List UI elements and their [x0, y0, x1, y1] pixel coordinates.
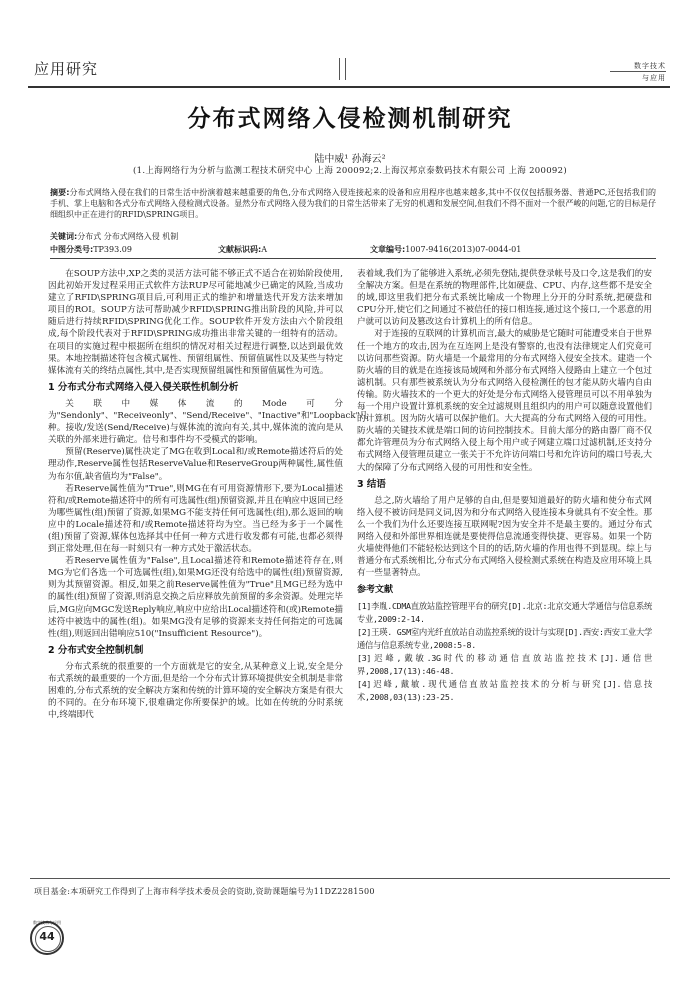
clc-label: 中图分类号: [50, 245, 94, 254]
header-rule [28, 86, 670, 88]
body-right-column [357, 268, 652, 704]
journal-logo [604, 58, 668, 84]
article-authors: 陆中威¹ 孙海云² [314, 154, 386, 165]
article-affiliation: (1.上海网络行为分析与监测工程技术研究中心 上海 200092;2.上海汉邦京泰数码技术有限公司 上海 200092) [133, 166, 567, 176]
references-heading: 参考文献 [357, 585, 394, 596]
section-1-paragraph: 若Reserve属性值为"False",且Local描述符和Remote描述符存在,则MG为它们各选一个可选属性(组),如果MG还没有给选中的属性(组)预留资源,则为其预留资源。相反,如果之前Reserve属性值为"True"且MG已经为选中的属性(组)预留了资源,则消息交换之后应释放先前预留的多余资源。处理完毕后,MG应向MGC发送Reply响应,响应中应给出Local描述符和(或)Remote描述符中被选中的属性(组)。如果MG没有足够的资源来支持任何指定的可选属性(组),则返回出错响应510("Insufficient Resource")。 [48, 556, 343, 639]
section-3-heading: 3 结语 [357, 478, 386, 490]
section-2-paragraph-continued: 表着域,我们为了能够进入系统,必须先登陆,提供登录帐号及口令,这是我们的安全解决方案。但是在系统的物理部件,比如硬盘、CPU、内存,这些都不是安全的域,即这里我们把分布式系统比喻成一个物理上分开的分时系统,把硬盘和CPU分开,使它们之间通过不被信任的接口相连接,通过这个接口,一个恶意的用户就可以访问及篡改这台计算机上的所有信息。 [357, 269, 652, 328]
article-id-label: 文章编号: [370, 245, 406, 254]
section-3-paragraph: 总之,防火墙给了用户足够的自由,但是要知道最好的防火墙和使分布式网络入侵不被访问是同义词,因为和分布式网络入侵连接本身就具有不安全性。那么一个我们为什么还要连接互联网呢?因为安全并不是最主要的。通过分布式网络入侵和外部世界相连就是要使得信息流通变得快捷、更容易。如果一个防火墙使得他们不能轻松达到这个目的的话,防火墙的作用也得不到显现。综上与普通分布式系统相比,分布式分布式网络入侵检测式系统在构造及应用环境上具有一些显著特点。 [357, 495, 652, 579]
intro-paragraph: 在SOUP方法中,XP之类的灵活方法可能不够正式不适合在初始阶段使用,因此初始开发过程采用正式软件方法RUP尽可能地减少已确定的风险,当成功建立了RFID\SPRING项目后,可利用正式的维护和增量迭代开发方法来增加项目的ROI。SOUP方法可帮助减少RFID\SPRING推出阶段的风险,并可以随后进行持续RFID\SPRING优化工作。SOUP软件开发方法由六个阶段组成,每个阶段代表对于RFID\SPRING成功推出非常关键的一组特有的活动。在项目的实施过程中根据所在组织的情况对相关过程进行调整,以达到最优效果。本地控制描述符包含模式属性、预留组属性、预留值属性以及某些与特定媒体流有关的终结点属性,其中,是否实现预留组属性和预留值属性为可选。 [48, 269, 343, 376]
document-code [218, 244, 267, 255]
abstract-text: 分布式网络入侵在我们的日常生活中扮演着越来越重要的角色,分布式网络入侵连接起来的设备和应用程序也越来越多,其中不仅仅包括服务器、普通PC,还包括我们的手机、掌上电脑和各式分布式网络入侵检测式设备。显然分布式网络入侵为我们的日常生活带来了无穷的机遇和发展空间,但我们不得不面对一个很严峻的问题,它的目标是仔细组织中正在进行的RFID\SPRING项目。 [50, 188, 657, 219]
abstract [50, 187, 656, 220]
meta-rule [50, 258, 656, 259]
reference-item: [3]迟峰,戴敏.3G时代的移动通信直放站监控技术[J].通信世界,2008,17(13):46-48. [357, 653, 652, 677]
header-divider-right [345, 58, 346, 80]
journal-logo-line1: 数字技术 [634, 62, 666, 70]
journal-logo-rule [610, 71, 666, 72]
section-2-paragraph: 分布式系统的很重要的一个方面就是它的安全,从某种意义上说,安全是分布式系统的最重要的一个方面,但是给一个分布式计算环境提供安全机制是非常困难的,分布式系统的安全解决方案和传统的计算环境的安全解决方案是有很大的不同的。在分布环境下,很难确定你所要保护的域。比如在传统的分时系统中,终端即代 [48, 661, 343, 721]
doc-code-value: A [261, 245, 267, 254]
page-number: 44 [39, 930, 55, 943]
article-title: 分布式网络入侵检测机制研究 [187, 106, 513, 132]
journal-logo-line2: 与应用 [642, 74, 666, 82]
page-badge-text: 数字技术与应用 [33, 920, 61, 925]
abstract-label: 摘要: [50, 188, 70, 197]
article-id-value: 1007-9416(2013)07-0044-01 [405, 245, 522, 254]
reference-item: [1]李胤.CDMA直放站监控管理平台的研究[D].北京:北京交通大学通信与信息系统专业,2009:2-14. [357, 601, 652, 625]
keywords [50, 231, 656, 242]
reference-item: [2]王瑛. GSM室内光纤直放站自动监控系统的设计与实现[D].西安:西安工业大学通信与信息系统专业,2008:5-8. [357, 627, 652, 651]
section-1-paragraph: 若Reserve属性值为"True",则MG在有可用资源情形下,要为Local描述符和/或Remote描述符中的所有可选属性(组)预留资源,并且在响应中返回已经为哪些属性(组)预留了资源,如果MG不能支持任何可选属性(组),那么返回的响应中的Locale描述符和/或Remote描述符均为空。当已经为多于一个属性(组)预留了资源,媒体包选择其中任何一种方式进行收发都有可能,也都必须得到正常处理,但在每一时刻只有一种方式处于激活状态。 [48, 483, 343, 555]
reference-item: [4]迟峰,戴敏.现代通信直放站监控技术的分析与研究[J].信息技术,2008,03(13):23-25. [357, 679, 652, 703]
keywords-text: 分布式 分布式网络入侵 机制 [77, 232, 179, 241]
section-2-heading: 2 分布式安全控制机制 [48, 644, 144, 656]
clc-number [50, 244, 132, 255]
doc-code-label: 文献标识码: [218, 245, 262, 254]
references-list [357, 600, 652, 704]
section-1-heading: 1 分布式分布式网络入侵入侵关联性机制分析 [48, 381, 239, 393]
article-id [370, 244, 521, 255]
section-2-paragraph: 对于连接的互联网的计算机而言,最大的威胁是它随时可能遭受来自于世界任一个地方的攻击,因为在互连网上是没有警察的,也没有法律规定人们究竟可以访问那些资源。防火墙是一个最常用的分布式网络入侵安全技术。建造一个防火墙的目的就是在连接该局域网和外部分布式网络入侵路由上建立一个包过滤机制。只有那些被系统认为分布式网络入侵检测任的包才能从防火墙内自由传输。防火墙技术的一个更大的好处是分布式网络入侵管理员可以不用单独为每一个用户设置计算机系统的安全过滤规则且组织内的用户可以随意设置他们的计算机。因为防火墙可以保护他们。大大提高的分布式网络入侵的可用性。防火墙的关键技术就是端口间的访问控制技术。目前大部分的路由器厂商不仅都允许管理员为分布式网络入侵上每个用户或子网建立端口过滤机制,还支持分布式网络入侵管理员建立一张关于不允许访问端口号和允许访问的端口号表,大大的保障了分布式网络入侵的可用性和安全性。 [357, 329, 652, 473]
section-1-paragraph: 关联中媒体流的Mode可分为"Sendonly"、"Receiveonly"、"Send/Receive"、"Inactive"和"Loopback"几种。接收/发送(Send/Receive)与媒体流的流向有关,其中,媒体流的流向是从关联的外部来进行确定。信号和事件均不受模式的影响。 [48, 398, 369, 446]
clc-value: TP393.09 [93, 245, 132, 254]
body-left-column [48, 268, 369, 721]
section-label: 应用研究 [34, 60, 99, 78]
footer-rule [30, 878, 670, 879]
header-divider-left [339, 58, 340, 80]
fund-note: 项目基金:本项研究工作得到了上海市科学技术委员会的资助,资助课题编号为11DZ2281500 [34, 887, 375, 896]
keywords-label: 关键词: [50, 232, 78, 241]
section-1-paragraph: 预留(Reserve)属性决定了MG在收到Local和/或Remote描述符后的处理动作,Reserve属性包括ReserveValue和ReserveGroup两种属性,属性值为布尔值,缺省值均为"False"。 [48, 447, 343, 482]
